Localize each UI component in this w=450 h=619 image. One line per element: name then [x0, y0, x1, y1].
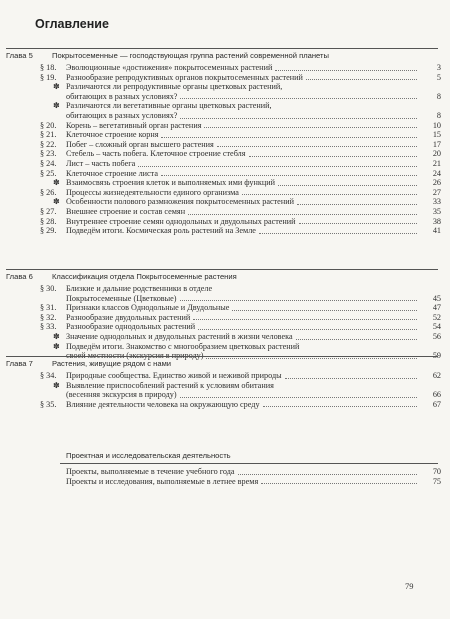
asterisk-icon: ✽	[53, 82, 60, 92]
entry-page-number: 21	[432, 158, 441, 168]
toc-entry[interactable]	[0, 207, 450, 217]
section-number: § 35.	[40, 399, 57, 409]
toc-entry[interactable]	[0, 82, 450, 101]
dot-leader	[259, 233, 417, 234]
entry-title: Влияние деятельности человека на окружающую среду	[66, 399, 260, 409]
toc-entry[interactable]	[0, 400, 450, 410]
entry-page-number: 5	[436, 72, 441, 82]
chapter-title: Покрытосеменные — господствующая группа растений современной планеты	[52, 51, 329, 60]
toc-entry[interactable]	[0, 73, 450, 83]
entry-page-number: 54	[432, 322, 441, 332]
entry-page-number: 45	[432, 293, 441, 303]
entry-title: Разнообразие репродуктивных органов покрытосеменных растений	[66, 72, 303, 82]
entry-list	[0, 284, 450, 361]
dot-leader	[180, 300, 417, 301]
dot-leader	[232, 310, 417, 311]
toc-entry[interactable]	[0, 197, 450, 207]
toc-entry[interactable]	[0, 217, 450, 227]
asterisk-icon: ✽	[53, 178, 60, 188]
section-number: § 30.	[40, 284, 57, 293]
toc-entry[interactable]	[0, 226, 450, 236]
dot-leader	[278, 185, 417, 186]
dot-leader	[275, 70, 417, 71]
section-number: § 33.	[40, 322, 57, 332]
entry-title: Проекты и исследования, выполняемые в летнее время	[66, 476, 259, 486]
entry-page-number: 66	[432, 390, 441, 400]
entry-title: Значение однодольных и двудольных растений в жизни человека	[66, 331, 293, 341]
entry-title: Выявление приспособлений растений к условиям обитания	[66, 380, 274, 390]
entry-page-number: 10	[432, 120, 441, 130]
entry-title: Процессы жизнедеятельности единого организма	[66, 187, 239, 197]
dot-leader	[198, 329, 417, 330]
asterisk-icon: ✽	[53, 197, 60, 207]
dot-leader	[299, 223, 417, 224]
entry-page-number: 35	[432, 206, 441, 216]
chapter-title: Классификация отдела Покрытосеменные растения	[52, 272, 237, 281]
entry-title: Побег – сложный орган высшего растения	[66, 139, 214, 149]
entry-list	[0, 467, 450, 486]
section-number: § 26.	[40, 187, 57, 197]
entry-title: Различаются ли репродуктивные органы цветковых растений,	[66, 82, 283, 92]
entry-title: Взаимосвязь строения клеток и выполняемых ими функций	[66, 178, 276, 188]
dot-leader	[204, 127, 417, 128]
entry-title: Клеточное строение корня	[66, 130, 159, 140]
section-number: § 18.	[40, 63, 57, 72]
entry-page-number: 59	[432, 351, 441, 361]
section-number: § 22.	[40, 139, 57, 149]
toc-entry[interactable]	[0, 140, 450, 150]
asterisk-icon: ✽	[53, 341, 60, 351]
toc-entry[interactable]	[0, 477, 450, 487]
section-number: § 25.	[40, 168, 57, 178]
entry-page-number: 56	[432, 331, 441, 341]
toc-entry[interactable]	[0, 178, 450, 188]
chapter-label: Глава 5	[6, 51, 33, 60]
chapter-label: Глава 6	[6, 272, 33, 281]
toc-entry[interactable]	[0, 121, 450, 131]
toc-entry[interactable]	[0, 101, 450, 120]
dot-leader	[249, 156, 417, 157]
section-number: § 21.	[40, 130, 57, 140]
entry-title: Стебель – часть побега. Клеточное строение стебля	[66, 149, 246, 159]
dot-leader	[180, 397, 417, 398]
entry-page-number: 8	[436, 91, 441, 101]
section-number: § 20.	[40, 120, 57, 130]
toc-entry[interactable]	[0, 313, 450, 323]
entry-title: Покрытосеменные (Цветковые)	[66, 293, 177, 303]
entry-page-number: 67	[432, 399, 441, 409]
entry-title: своей местности (экскурсия в природу)	[66, 351, 204, 361]
entry-page-number: 8	[436, 110, 441, 120]
entry-title: обитающих в разных условиях?	[66, 110, 178, 120]
toc-entry[interactable]	[0, 467, 450, 477]
section-number: § 24.	[40, 158, 57, 168]
dot-leader	[296, 339, 417, 340]
entry-title: Проекты, выполняемые в течение учебного года	[66, 467, 235, 476]
entry-list	[0, 371, 450, 409]
entry-title: Особенности полового размножения покрытосеменных растений	[66, 197, 294, 207]
dot-leader	[297, 204, 417, 205]
dot-leader	[138, 166, 417, 167]
entry-title: Внешнее строение и состав семян	[66, 206, 186, 216]
chapter-section	[0, 356, 450, 409]
chapter-header	[6, 269, 438, 284]
toc-entry[interactable]	[0, 322, 450, 332]
toc-entry[interactable]	[0, 149, 450, 159]
chapter-header	[6, 356, 438, 371]
entry-page-number: 62	[432, 371, 441, 380]
chapter-section	[0, 48, 450, 236]
chapter-label: Глава 7	[6, 359, 33, 368]
toc-entry[interactable]	[0, 381, 450, 400]
toc-entry[interactable]	[0, 63, 450, 73]
entry-page-number: 3	[436, 63, 441, 72]
entry-title: (весенняя экскурсия в природу)	[66, 390, 177, 400]
entry-title: Признаки классов Однодольные и Двудольные	[66, 303, 230, 313]
chapter-title: Растения, живущие рядом с нами	[52, 359, 172, 368]
entry-title: Подведём итоги. Знакомство с многообразием цветковых растений	[66, 341, 300, 351]
chapter-section	[0, 449, 450, 486]
entry-title: Лист – часть побега	[66, 158, 136, 168]
dot-leader	[242, 194, 417, 195]
entry-title: Разнообразие однодольных растений	[66, 322, 196, 332]
dot-leader	[285, 378, 417, 379]
entry-title: Разнообразие двудольных растений	[66, 312, 191, 322]
toc-entry[interactable]	[0, 371, 450, 381]
dot-leader	[306, 79, 417, 80]
entry-page-number: 27	[432, 187, 441, 197]
entry-title: Подведём итоги. Космическая роль растений на Земле	[66, 226, 256, 236]
dot-leader	[188, 214, 417, 215]
dot-leader	[238, 474, 417, 475]
entry-title: Клеточное строение листа	[66, 168, 158, 178]
section-number: § 23.	[40, 149, 57, 159]
entry-page-number: 24	[432, 168, 441, 178]
chapter-header	[6, 449, 438, 463]
toc-entry[interactable]	[0, 303, 450, 313]
section-number: § 27.	[40, 206, 57, 216]
entry-page-number: 41	[432, 226, 441, 236]
entry-page-number: 20	[432, 149, 441, 159]
entry-page-number: 38	[432, 216, 441, 226]
dot-leader	[161, 137, 417, 138]
page-number: 79	[405, 581, 414, 591]
entry-page-number: 70	[432, 467, 441, 476]
page-title: Оглавление	[35, 17, 109, 31]
entry-title: Различаются ли вегетативные органы цветковых растений,	[66, 101, 272, 111]
dot-leader	[217, 146, 417, 147]
entry-page-number: 75	[432, 476, 441, 486]
chapter-header	[6, 48, 438, 63]
entry-page-number: 47	[432, 303, 441, 313]
asterisk-icon: ✽	[53, 101, 60, 111]
dot-leader	[180, 118, 417, 119]
toc-entry[interactable]	[0, 332, 450, 342]
section-number: § 29.	[40, 226, 57, 236]
entry-page-number: 17	[432, 139, 441, 149]
asterisk-icon: ✽	[53, 331, 60, 341]
entry-page-number: 26	[432, 178, 441, 188]
entry-title: Эволюционные «достижения» покрытосеменных растений	[66, 63, 273, 72]
entry-page-number: 52	[432, 312, 441, 322]
toc-entry[interactable]	[0, 188, 450, 198]
dot-leader	[193, 319, 417, 320]
entry-title: обитающих в разных условиях?	[66, 91, 178, 101]
chapter-section	[0, 269, 450, 361]
section-number: § 31.	[40, 303, 57, 313]
entry-title: Внутреннее строение семян однодольных и двудольных растений	[66, 216, 296, 226]
toc-entry[interactable]	[0, 130, 450, 140]
entry-title: Близкие и дальние родственники в отделе	[66, 284, 213, 293]
dot-leader	[261, 483, 417, 484]
entry-page-number: 15	[432, 130, 441, 140]
entry-title: Природные сообщества. Единство живой и неживой природы	[66, 371, 282, 380]
section-number: § 34.	[40, 371, 57, 380]
dot-leader	[180, 98, 417, 99]
section-number: § 28.	[40, 216, 57, 226]
asterisk-icon: ✽	[53, 380, 60, 390]
toc-entry[interactable]	[0, 169, 450, 179]
toc-entry[interactable]	[0, 284, 450, 303]
toc-entry[interactable]	[0, 159, 450, 169]
section-number: § 19.	[40, 72, 57, 82]
section-number: § 32.	[40, 312, 57, 322]
dot-leader	[263, 406, 417, 407]
chapter-title: Проектная и исследовательская деятельность	[66, 451, 231, 460]
entry-page-number: 33	[432, 197, 441, 207]
dot-leader	[161, 175, 417, 176]
entry-list	[0, 63, 450, 236]
entry-title: Корень – вегетативный орган растения	[66, 120, 202, 130]
